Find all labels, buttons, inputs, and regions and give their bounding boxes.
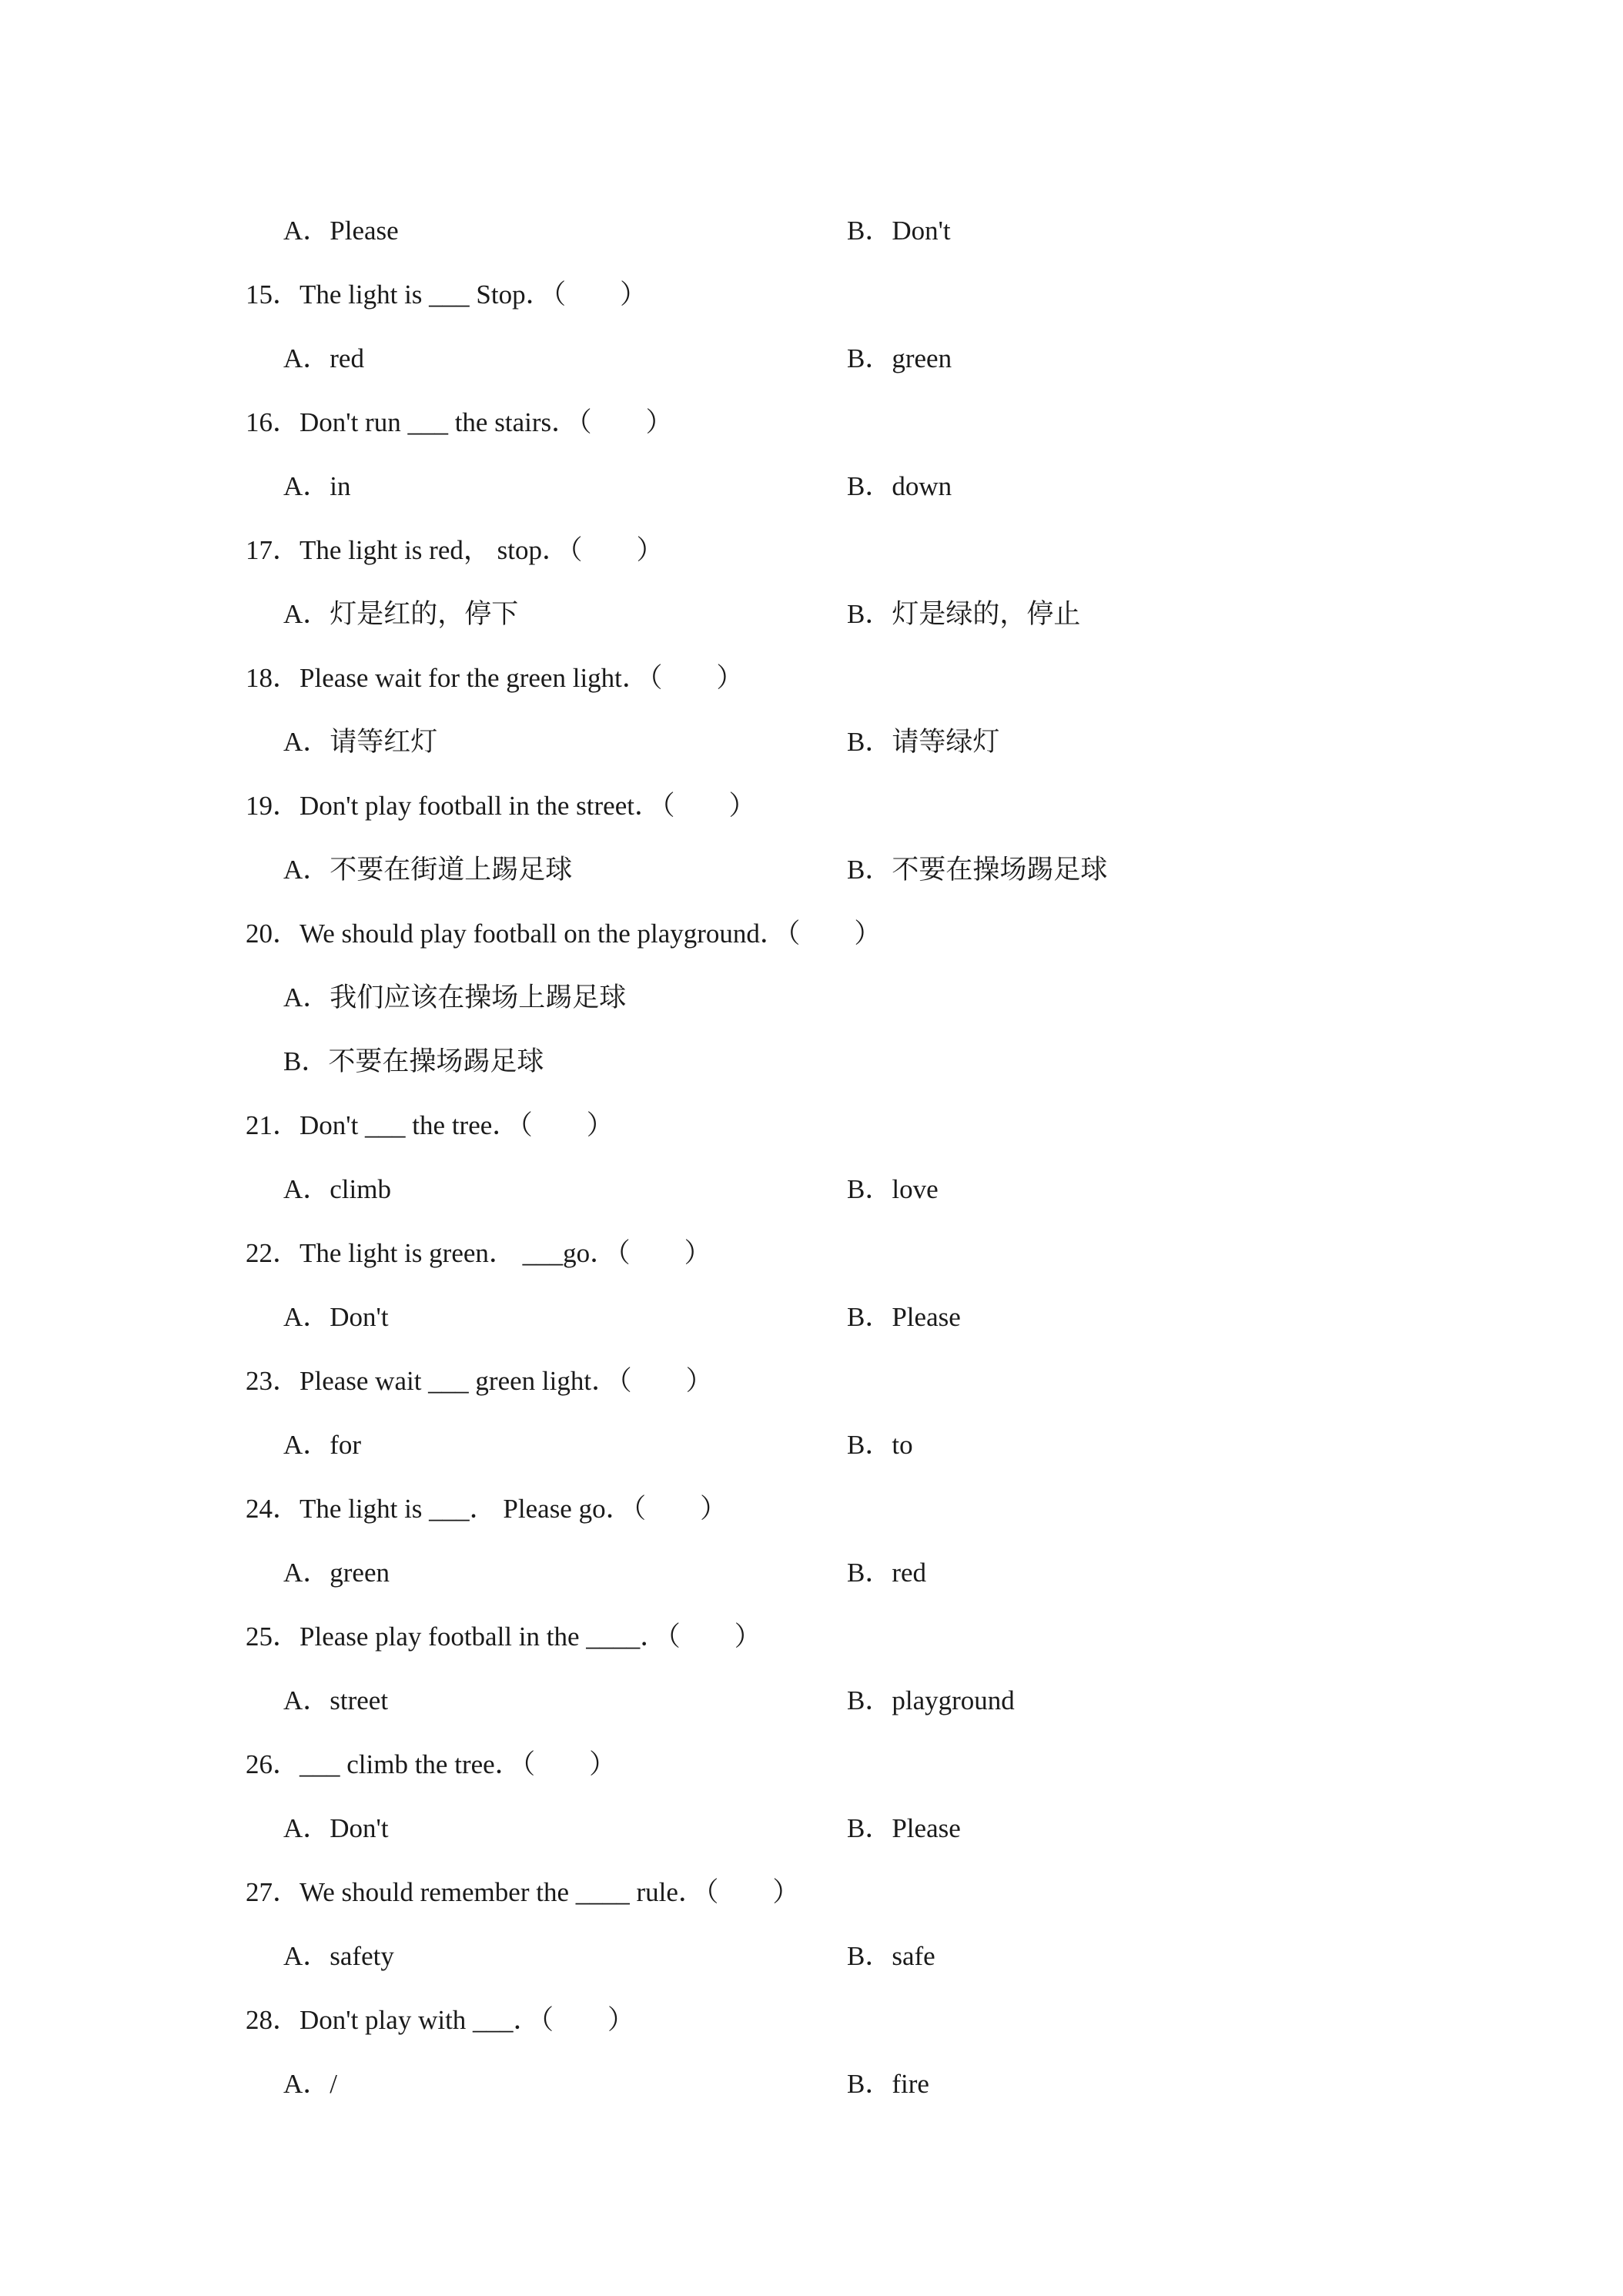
option-row-20-a [0,975,1623,1021]
question-text: 22．The light is green． ___go．（ ） [246,1238,711,1268]
question-text: 23．Please wait ___ green light．（ ） [246,1366,713,1396]
option-row-20-b [0,1039,1623,1085]
question-25 [0,1614,1623,1660]
option-b: B．请等绿灯 [847,727,1000,757]
option-a: A．for [283,1430,362,1460]
options-row-14 [0,208,1623,254]
options-row-24 [0,1550,1623,1596]
question-16 [0,400,1623,446]
question-27 [0,1869,1623,1916]
question-24 [0,1486,1623,1532]
option-b: B．safe [847,1941,935,1971]
options-row-17 [0,591,1623,638]
option-a: A．/ [283,2069,338,2099]
question-17 [0,527,1623,574]
option-b: B．down [847,471,952,501]
option-a: A．in [283,471,351,501]
options-row-23 [0,1422,1623,1468]
options-row-18 [0,719,1623,765]
question-text: 28．Don't play with ___．（ ） [246,2005,635,2035]
options-row-22 [0,1294,1623,1340]
option-a: A．灯是红的，停下 [283,599,519,629]
option-a: A．不要在街道上踢足球 [283,855,573,885]
option-a: A．我们应该在操场上踢足球 [283,982,627,1012]
option-a: A．Don't [283,1302,389,1332]
options-row-16 [0,464,1623,510]
options-row-21 [0,1166,1623,1213]
question-text: 15．The light is ___ Stop．（ ） [246,279,648,310]
option-b: B．to [847,1430,913,1460]
question-text: 18．Please wait for the green light．（ ） [246,663,744,693]
question-21 [0,1103,1623,1149]
option-b: B．love [847,1174,939,1204]
question-text: 21．Don't ___ the tree．（ ） [246,1110,614,1140]
option-b: B．不要在操场踢足球 [847,855,1108,885]
question-text: 20．We should play football on the playground．（ ） [246,919,882,949]
option-a: A．Don't [283,1813,389,1843]
option-b: B．fire [847,2069,929,2099]
option-a: A．street [283,1685,389,1715]
option-b: B．green [847,343,952,373]
question-15 [0,272,1623,318]
question-22 [0,1230,1623,1277]
option-b: B．灯是绿的，停止 [847,599,1081,629]
question-28 [0,1997,1623,2043]
option-a: A．green [283,1558,390,1588]
question-18 [0,655,1623,701]
question-text: 27．We should remember the ____ rule．（ ） [246,1877,800,1907]
option-b: B．不要在操场踢足球 [283,1046,544,1076]
options-row-25 [0,1678,1623,1724]
options-row-27 [0,1933,1623,1980]
options-row-28 [0,2061,1623,2107]
question-20 [0,911,1623,957]
option-a: A．Please [283,216,399,246]
question-23 [0,1358,1623,1404]
option-a: A．climb [283,1174,391,1204]
option-b: B．Please [847,1302,961,1332]
option-a: A．请等红灯 [283,727,438,757]
option-b: B．playground [847,1685,1015,1715]
question-26 [0,1742,1623,1788]
question-text: 24．The light is ___． Please go．（ ） [246,1494,728,1524]
option-a: A．red [283,343,364,373]
question-text: 25．Please play football in the ____．（ ） [246,1622,761,1652]
option-b: B．Don't [847,216,951,246]
question-text: 19．Don't play football in the street．（ ） [246,791,756,821]
question-text: 26．___ climb the tree．（ ） [246,1749,617,1779]
question-text: 17．The light is red， stop．（ ） [246,535,664,565]
options-row-15 [0,336,1623,382]
options-row-19 [0,847,1623,893]
option-b: B．Please [847,1813,961,1843]
option-b: B．red [847,1558,927,1588]
question-19 [0,783,1623,829]
options-row-26 [0,1806,1623,1852]
option-a: A．safety [283,1941,394,1971]
question-text: 16．Don't run ___ the stairs．（ ） [246,407,673,437]
